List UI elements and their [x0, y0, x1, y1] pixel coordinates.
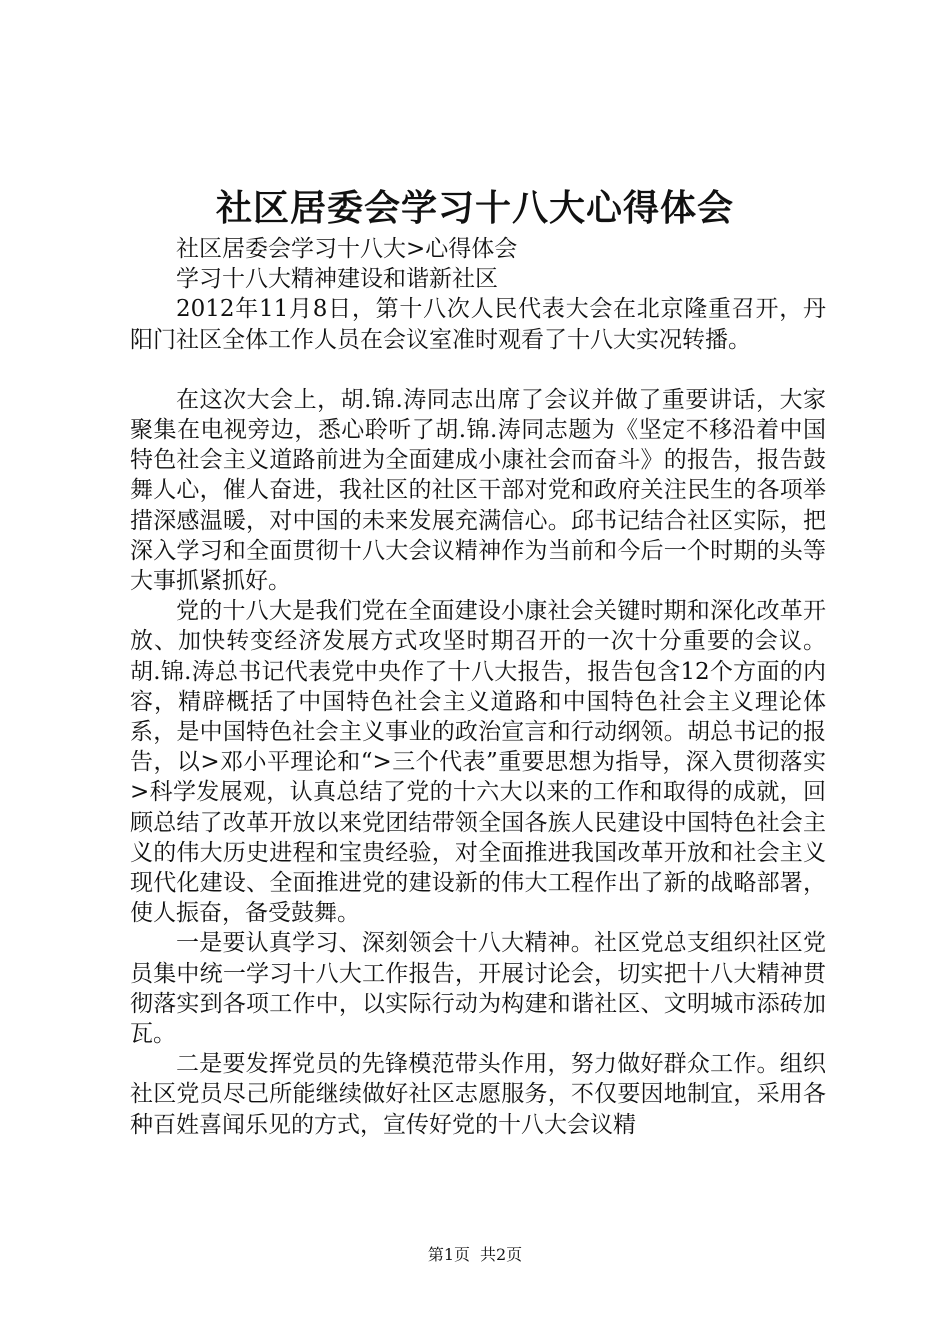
paragraph-significance: 党的十八大是我们党在全面建设小康社会关键时期和深化改革开放、加快转变经济发展方式攻坚时期召开的一次十分重要的会议。胡.锦.涛总书记代表党中央作了十八大报告，报告包含12个方面的内容，精辟概括了中国特色社会主义道路和中国特色社会主义理论体系，是中国特色社会主义事业的政治宣言和行动纲领。胡总书记的报告，以>邓小平理论和“>三个代表”重要思想为指导，深入贯彻落实>科学发展观，认真总结了党的十六大以来的工作和取得的成就，回顾总结了改革开放以来党团结带领全国各族人民建设中国特色社会主义的伟大历史进程和宝贵经验，对全面推进我国改革开放和社会主义现代化建设、全面推进党的建设新的伟大工程作出了新的战略部署，使人振奋，备受鼓舞。 [130, 598, 826, 927]
paragraph-heading: 学习十八大精神建设和谐新社区 [176, 266, 498, 293]
document-title: 社区居委会学习十八大心得体会 [215, 187, 734, 229]
page-number: 第1页 [427, 1245, 470, 1264]
page-footer [0, 1244, 950, 1266]
paragraph-speech: 在这次大会上，胡.锦.涛同志出席了会议并做了重要讲话，大家聚集在电视旁边，悉心聆听了胡.锦.涛同志题为《坚定不移沿着中国特色社会主义道路前进为全面建成小康社会而奋斗》的报告，报告鼓舞人心，催人奋进，我社区的社区干部对党和政府关注民生的各项举措深感温暖，对中国的未来发展充满信心。邱书记结合社区实际，把深入学习和全面贯彻十八大会议精神作为当前和今后一个时期的头等大事抓紧抓好。 [130, 386, 826, 595]
paragraph-point-one: 一是要认真学习、深刻领会十八大精神。社区党总支组织社区党员集中统一学习十八大工作报告，开展讨论会，切实把十八大精神贯彻落实到各项工作中，以实际行动为构建和谐社区、文明城市添砖加瓦。 [130, 930, 826, 1048]
paragraph-point-two: 二是要发挥党员的先锋模范带头作用，努力做好群众工作。组织社区党员尽己所能继续做好社区志愿服务，不仅要因地制宜，采用各种百姓喜闻乐见的方式，宣传好党的十八大会议精 [130, 1051, 826, 1138]
paragraph-subtitle: 社区居委会学习十八大>心得体会 [176, 236, 518, 262]
page-total: 共2页 [480, 1245, 523, 1264]
document-body [130, 234, 826, 1140]
paragraph-intro: 2012年11月8日，第十八次人民代表大会在北京隆重召开，丹阳门社区全体工作人员在会议室准时观看了十八大实况转播。 [130, 296, 826, 353]
